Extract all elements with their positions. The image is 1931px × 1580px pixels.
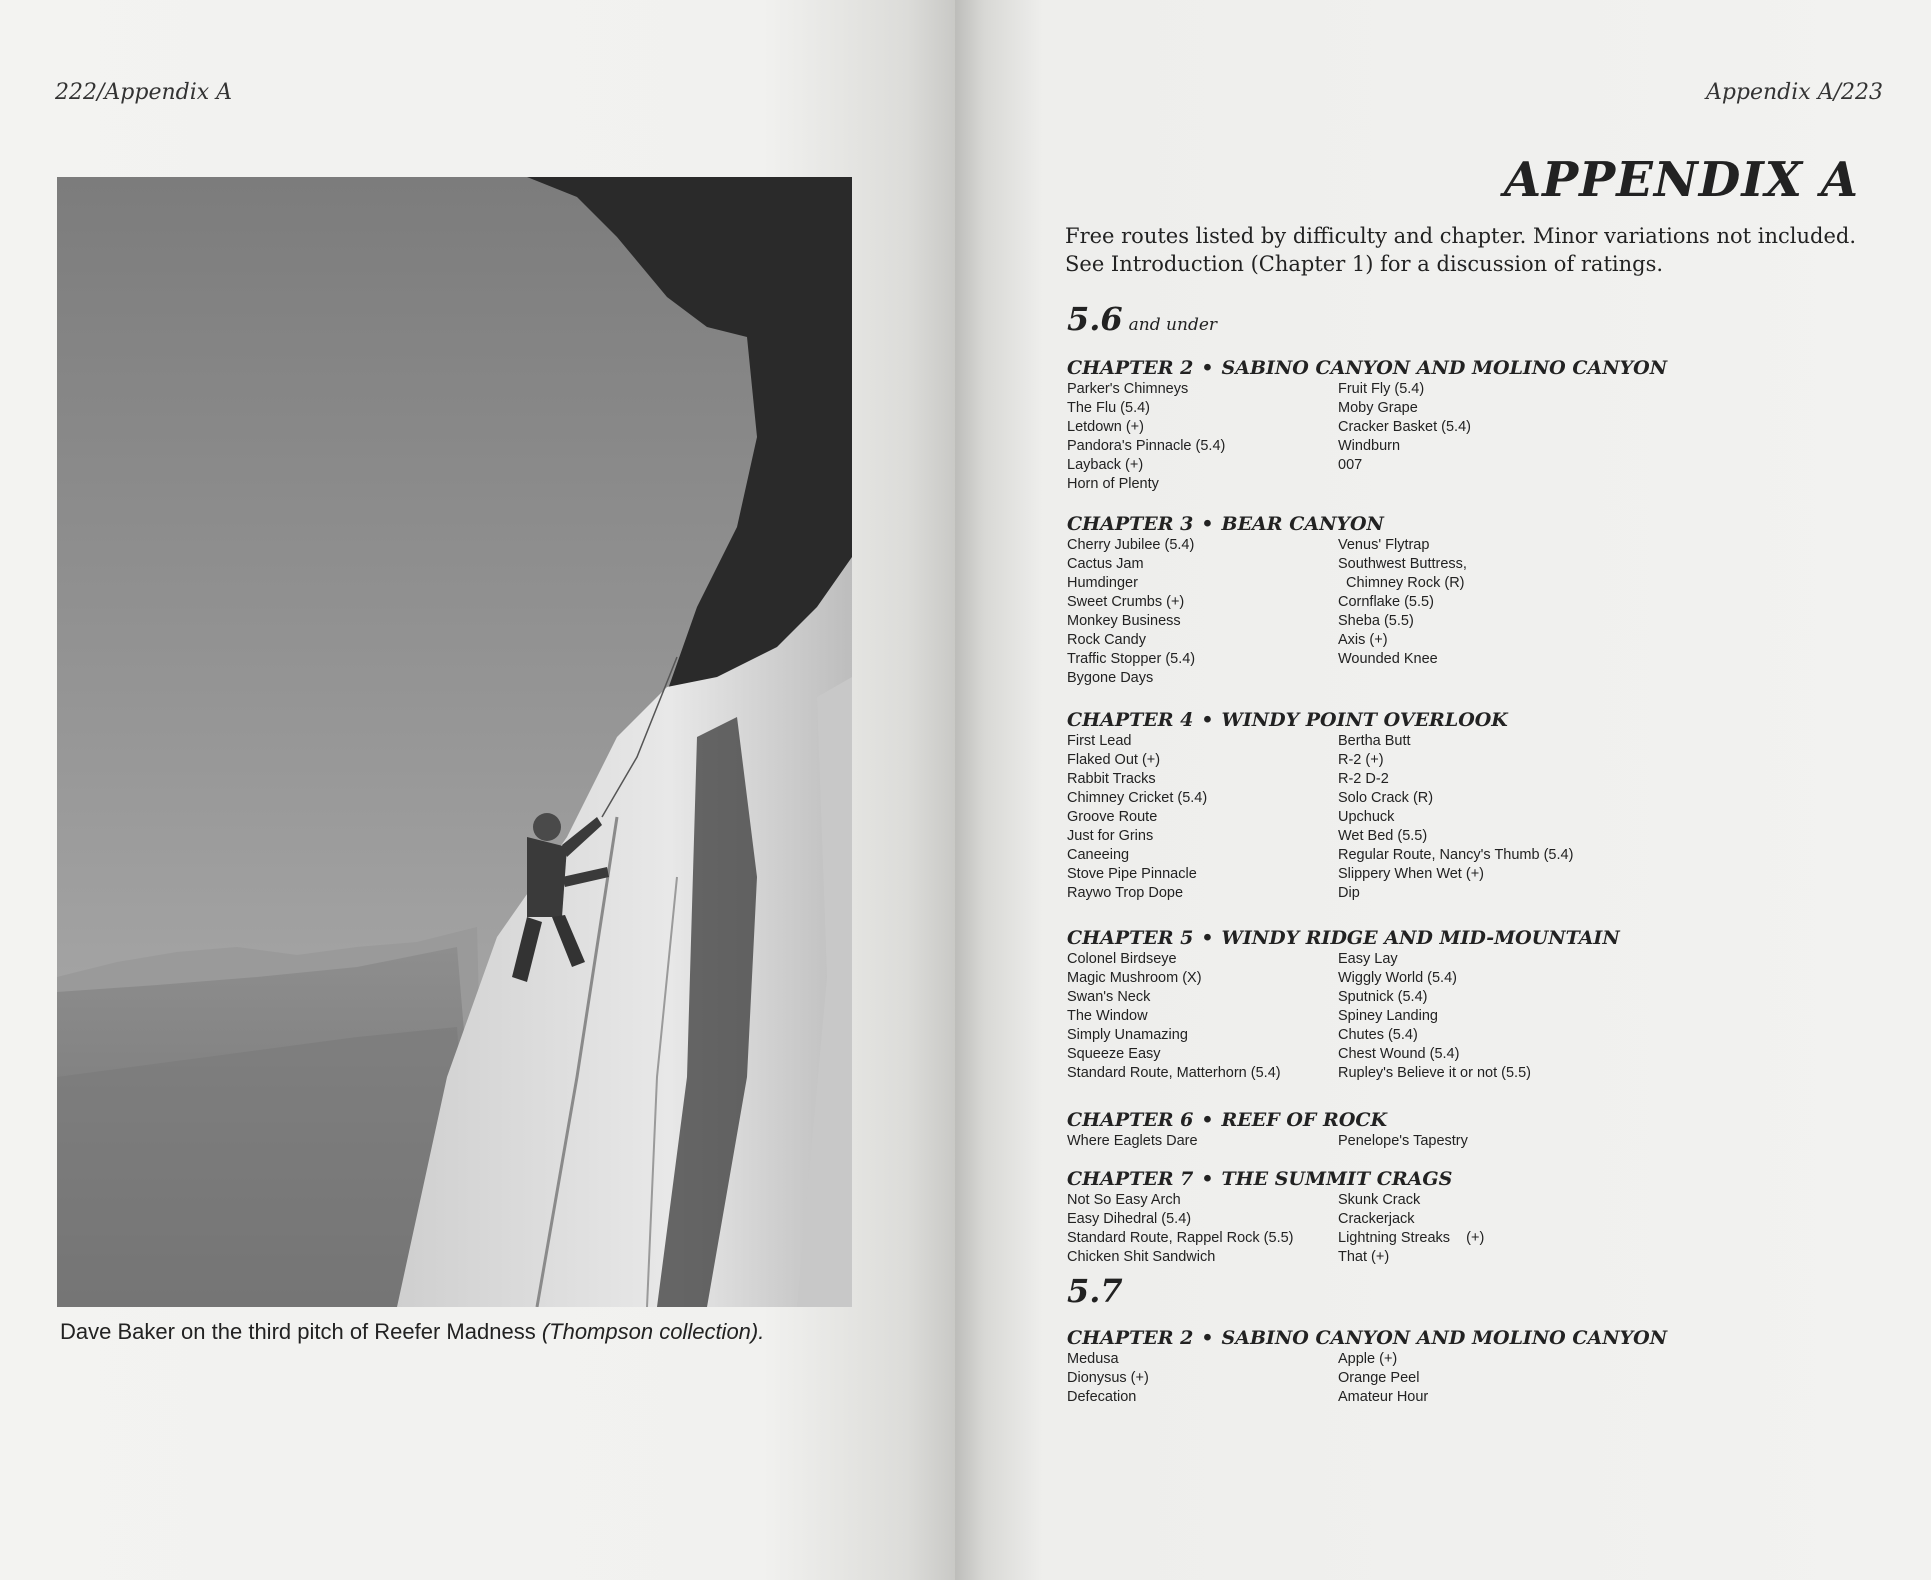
route-column-right	[1338, 950, 1858, 1083]
chapter-heading	[1067, 512, 1887, 536]
route-item: Chimney Cricket (5.4)	[1067, 790, 1208, 806]
route-item: Simply Unamazing	[1067, 1027, 1188, 1043]
left-page	[0, 0, 955, 1580]
route-item: Moby Grape	[1338, 400, 1418, 416]
route-item: Dionysus (+)	[1067, 1370, 1149, 1386]
route-column-left	[1067, 536, 1338, 688]
chapter-heading	[1067, 1108, 1887, 1132]
route-item: Horn of Plenty	[1067, 476, 1159, 492]
running-head-right: Appendix A/223	[1705, 80, 1883, 105]
grade-label: 5.7	[1067, 1272, 1123, 1310]
chapter-name: SABINO CANYON AND MOLINO CANYON	[1221, 1327, 1668, 1349]
chapter-block	[1067, 512, 1887, 688]
route-item: Solo Crack (R)	[1338, 790, 1434, 806]
route-item: Colonel Birdseye	[1067, 951, 1177, 967]
route-column-left	[1067, 1132, 1338, 1151]
route-item: Bertha Butt	[1338, 733, 1411, 749]
route-item: Chicken Shit Sandwich	[1067, 1249, 1216, 1265]
route-item: Where Eaglets Dare	[1067, 1133, 1198, 1149]
route-item: Orange Peel	[1338, 1370, 1420, 1386]
route-item: Venus' Flytrap	[1338, 537, 1430, 553]
photo-caption	[60, 1319, 860, 1345]
route-item: Swan's Neck	[1067, 989, 1151, 1005]
route-item: Sweet Crumbs (+)	[1067, 594, 1185, 610]
route-item: Raywo Trop Dope	[1067, 885, 1184, 901]
route-column-left	[1067, 1350, 1338, 1407]
chapter-name: BEAR CANYON	[1221, 513, 1384, 535]
route-item: Caneeing	[1067, 847, 1130, 863]
route-item: Chimney Rock (R)	[1338, 575, 1465, 591]
route-item: Wet Bed (5.5)	[1338, 828, 1428, 844]
grade-label: 5.6	[1067, 300, 1123, 338]
route-item: Traffic Stopper (5.4)	[1067, 651, 1196, 667]
route-item: Cactus Jam	[1067, 556, 1144, 572]
chapter-block	[1067, 1326, 1887, 1407]
right-page	[955, 0, 1931, 1580]
route-item: Easy Dihedral (5.4)	[1067, 1211, 1192, 1227]
chapter-block	[1067, 1108, 1887, 1151]
route-item: Dip	[1338, 885, 1360, 901]
route-item: Fruit Fly (5.4)	[1338, 381, 1425, 397]
route-item: Cracker Basket (5.4)	[1338, 419, 1471, 435]
chapter-block	[1067, 1167, 1887, 1267]
route-column-right	[1338, 732, 1858, 903]
route-column-left	[1067, 380, 1338, 494]
route-item: Upchuck	[1338, 809, 1395, 825]
route-item: Apple (+)	[1338, 1351, 1398, 1367]
route-item: That (+)	[1338, 1249, 1390, 1265]
route-item: Spiney Landing	[1338, 1008, 1438, 1024]
route-item: Windburn	[1338, 438, 1401, 454]
route-column-right	[1338, 380, 1858, 494]
route-item: R-2 (+)	[1338, 752, 1384, 768]
route-item: Rabbit Tracks	[1067, 771, 1156, 787]
route-item: Parker's Chimneys	[1067, 381, 1189, 397]
intro-line-2: See Introduction (Chapter 1) for a discussion of ratings.	[1065, 252, 1664, 276]
route-item: Easy Lay	[1338, 951, 1398, 967]
route-item: 007	[1338, 457, 1363, 473]
route-item: Magic Mushroom (X)	[1067, 970, 1202, 986]
bullet-separator: •	[1201, 1327, 1214, 1349]
route-column-right	[1338, 1132, 1858, 1151]
bullet-separator: •	[1201, 357, 1214, 379]
route-item: Crackerjack	[1338, 1211, 1415, 1227]
route-item: Sheba (5.5)	[1338, 613, 1414, 629]
appendix-title: APPENDIX A	[1503, 152, 1859, 208]
route-item: Bygone Days	[1067, 670, 1154, 686]
route-item: Skunk Crack	[1338, 1192, 1421, 1208]
intro-line-1: Free routes listed by difficulty and chapter. Minor variations not included.	[1065, 224, 1857, 248]
route-item: R-2 D-2	[1338, 771, 1389, 787]
route-column-left	[1067, 732, 1338, 903]
route-item: Chutes (5.4)	[1338, 1027, 1418, 1043]
route-item: Layback (+)	[1067, 457, 1144, 473]
route-item: Wounded Knee	[1338, 651, 1438, 667]
chapter-number: CHAPTER 3	[1067, 513, 1194, 535]
caption-credit: (Thompson collection).	[541, 1319, 765, 1344]
climber-photo	[57, 177, 852, 1307]
route-item: Medusa	[1067, 1351, 1119, 1367]
route-item: The Flu (5.4)	[1067, 400, 1150, 416]
chapter-name: WINDY RIDGE AND MID-MOUNTAIN	[1221, 927, 1620, 949]
bullet-separator: •	[1201, 513, 1214, 535]
route-item: Cornflake (5.5)	[1338, 594, 1434, 610]
route-item: Pandora's Pinnacle (5.4)	[1067, 438, 1226, 454]
route-item: Chest Wound (5.4)	[1338, 1046, 1460, 1062]
chapter-name: SABINO CANYON AND MOLINO CANYON	[1221, 357, 1668, 379]
chapter-number: CHAPTER 7	[1067, 1168, 1194, 1190]
route-column-left	[1067, 950, 1338, 1083]
route-item: Squeeze Easy	[1067, 1046, 1161, 1062]
route-column-left	[1067, 1191, 1338, 1267]
route-item: Rupley's Believe it or not (5.5)	[1338, 1065, 1531, 1081]
bullet-separator: •	[1201, 1168, 1214, 1190]
route-item: Penelope's Tapestry	[1338, 1133, 1468, 1149]
grade-sub-label: and under	[1128, 315, 1218, 335]
route-item: Lightning Streaks (+)	[1338, 1230, 1485, 1246]
route-column-right	[1338, 536, 1858, 688]
running-head-left: 222/Appendix A	[55, 80, 233, 105]
chapter-number: CHAPTER 6	[1067, 1109, 1194, 1131]
route-item: Monkey Business	[1067, 613, 1181, 629]
route-item: Defecation	[1067, 1389, 1137, 1405]
route-item: Standard Route, Matterhorn (5.4)	[1067, 1065, 1281, 1081]
route-item: Amateur Hour	[1338, 1389, 1429, 1405]
chapter-number: CHAPTER 2	[1067, 357, 1194, 379]
route-item: Cherry Jubilee (5.4)	[1067, 537, 1195, 553]
chapter-heading	[1067, 708, 1887, 732]
route-item: Not So Easy Arch	[1067, 1192, 1181, 1208]
route-item: Groove Route	[1067, 809, 1158, 825]
chapter-heading	[1067, 926, 1887, 950]
route-column-right	[1338, 1350, 1858, 1407]
chapter-name: WINDY POINT OVERLOOK	[1221, 709, 1508, 731]
route-item: Axis (+)	[1338, 632, 1388, 648]
route-column-right	[1338, 1191, 1858, 1267]
route-item: The Window	[1067, 1008, 1148, 1024]
route-item: Slippery When Wet (+)	[1338, 866, 1484, 882]
chapter-name: THE SUMMIT CRAGS	[1221, 1168, 1453, 1190]
route-item: Flaked Out (+)	[1067, 752, 1161, 768]
route-item: First Lead	[1067, 733, 1132, 749]
climber-photo-image	[57, 177, 852, 1307]
chapter-heading	[1067, 1167, 1887, 1191]
chapter-number: CHAPTER 5	[1067, 927, 1194, 949]
chapter-block	[1067, 356, 1887, 494]
grade-heading-5-7	[1067, 1272, 1123, 1310]
route-item: Humdinger	[1067, 575, 1138, 591]
chapter-heading	[1067, 1326, 1887, 1350]
chapter-block	[1067, 926, 1887, 1083]
chapter-name: REEF OF ROCK	[1221, 1109, 1388, 1131]
route-item: Wiggly World (5.4)	[1338, 970, 1457, 986]
chapter-number: CHAPTER 4	[1067, 709, 1194, 731]
route-item: Rock Candy	[1067, 632, 1146, 648]
route-item: Letdown (+)	[1067, 419, 1144, 435]
intro-paragraph	[1065, 222, 1885, 278]
chapter-heading	[1067, 356, 1887, 380]
bullet-separator: •	[1201, 1109, 1214, 1131]
chapter-number: CHAPTER 2	[1067, 1327, 1194, 1349]
route-item: Stove Pipe Pinnacle	[1067, 866, 1197, 882]
route-item: Regular Route, Nancy's Thumb (5.4)	[1338, 847, 1574, 863]
chapter-block	[1067, 708, 1887, 903]
route-item: Standard Route, Rappel Rock (5.5)	[1067, 1230, 1294, 1246]
caption-text: Dave Baker on the third pitch of Reefer Madness	[60, 1319, 542, 1344]
bullet-separator: •	[1201, 927, 1214, 949]
route-item: Just for Grins	[1067, 828, 1154, 844]
grade-heading-5-6	[1067, 300, 1217, 338]
bullet-separator: •	[1201, 709, 1214, 731]
route-item: Sputnick (5.4)	[1338, 989, 1428, 1005]
route-item: Southwest Buttress,	[1338, 556, 1467, 572]
